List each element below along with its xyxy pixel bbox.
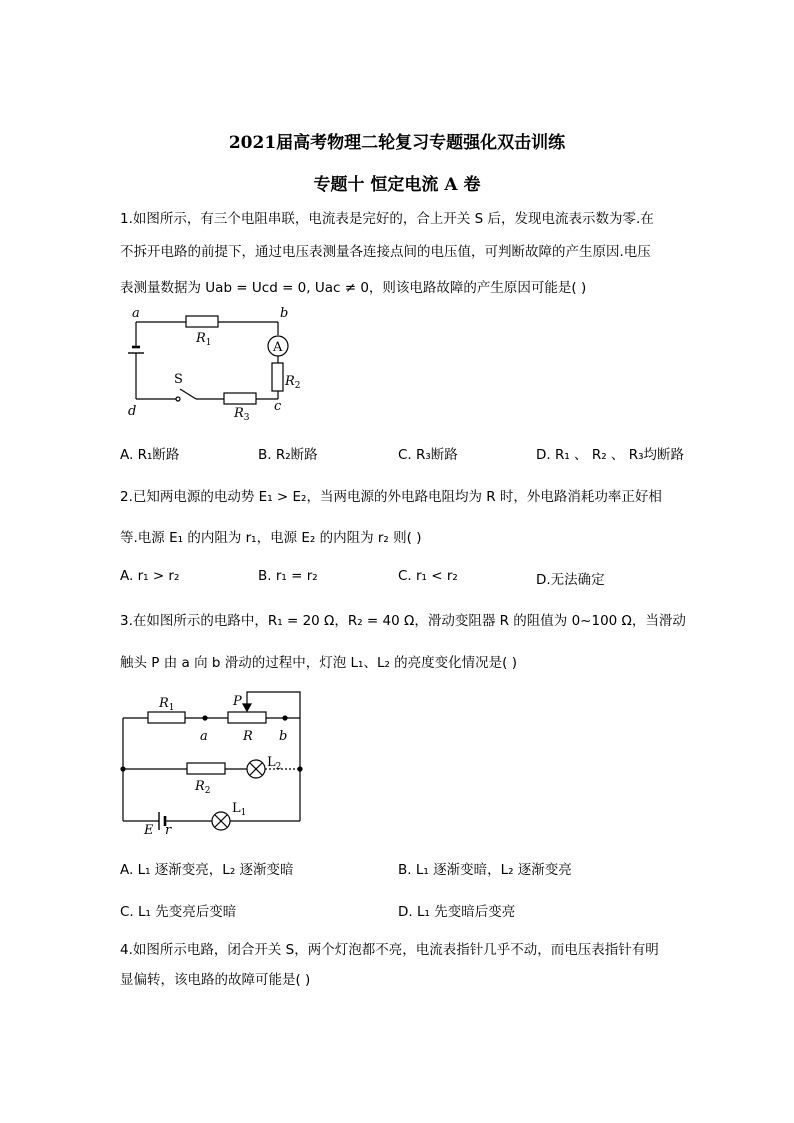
q3-option-a[interactable]: A. L₁ 逐渐变亮，L₂ 逐渐变暗	[120, 862, 294, 878]
q3-label-l2: $L_2$	[267, 755, 282, 772]
q1-label-ammeter: A	[273, 340, 283, 355]
q1-label-r3: $R_3$	[234, 406, 250, 423]
q1-label-c: c	[274, 399, 282, 414]
q3-label-e: E	[144, 823, 154, 838]
q3-rheostat	[228, 712, 266, 723]
doc-title: 2021届高考物理二轮复习专题强化双击训练	[228, 133, 566, 153]
q3-label-b: b	[279, 729, 288, 744]
q1-label-a: a	[132, 306, 140, 321]
q3-r1-resistor	[148, 712, 185, 723]
q1-option-d[interactable]: D. R₁ 、 R₂ 、 R₃均断路	[536, 447, 685, 463]
q3-label-r-internal: r	[165, 823, 172, 838]
q3-option-b[interactable]: B. L₁ 逐渐变暗，L₂ 逐渐变亮	[398, 862, 572, 878]
q1-switch	[180, 389, 196, 399]
q3-option-c[interactable]: C. L₁ 先变亮后变暗	[120, 904, 237, 920]
q1-option-a[interactable]: A. R₁断路	[120, 447, 180, 463]
q1-label-b: b	[280, 306, 289, 321]
q1-text-line1: 1.如图所示，有三个电阻串联，电流表是完好的，合上开关 S 后，发现电流表示数为零.在	[120, 211, 654, 227]
q2-option-b[interactable]: B. r₁ = r₂	[258, 568, 318, 584]
q2-option-d[interactable]: D.无法确定	[536, 572, 605, 588]
q1-text-line3: 表测量数据为 Uab = Ucd = 0, Uac ≠ 0，则该电路故障的产生原因可能是( )	[120, 280, 587, 296]
q3-option-d[interactable]: D. L₁ 先变暗后变亮	[398, 904, 516, 920]
q2-option-a[interactable]: A. r₁ > r₂	[120, 568, 180, 584]
q3-circuit-diagram	[115, 688, 310, 838]
q3-label-r1: $R_1$	[159, 696, 175, 713]
q1-option-b[interactable]: B. R₂断路	[258, 447, 318, 463]
q1-option-c[interactable]: C. R₃断路	[398, 447, 458, 463]
q3-r2-resistor	[187, 763, 225, 774]
q1-label-d: d	[128, 404, 137, 419]
q1-label-r2: $R_2$	[285, 374, 301, 391]
q1-r1-resistor	[186, 316, 218, 327]
q1-r2-resistor	[272, 363, 283, 391]
q1-text-line2: 不拆开电路的前提下，通过电压表测量各连接点间的电压值，可判断故障的产生原因.电压	[120, 244, 651, 260]
q4-text-line1: 4.如图所示电路，闭合开关 S，两个灯泡都不亮，电流表指针几乎不动，而电压表指针有明	[120, 942, 659, 958]
q2-text-line2: 等.电源 E₁ 的内阻为 r₁，电源 E₂ 的内阻为 r₂ 则( )	[120, 530, 422, 546]
q3-label-l1: $L_1$	[232, 801, 247, 818]
q1-label-s: S	[174, 372, 183, 387]
q1-r3-resistor	[224, 393, 256, 404]
q1-circuit-diagram	[118, 305, 308, 430]
q3-label-a: a	[200, 729, 208, 744]
q3-text-line1: 3.在如图所示的电路中，R₁ = 20 Ω，R₂ = 40 Ω，滑动变阻器 R 的阻值为 0~100 Ω，当滑动	[120, 613, 686, 629]
q4-text-line2: 显偏转，该电路的故障可能是( )	[120, 972, 311, 988]
q3-text-line2: 触头 P 由 a 向 b 滑动的过程中，灯泡 L₁、L₂ 的亮度变化情况是( )	[120, 655, 518, 671]
q1-label-r1: $R_1$	[196, 331, 212, 348]
q2-text-line1: 2.已知两电源的电动势 E₁ > E₂，当两电源的外电路电阻均为 R 时，外电路消耗功率正好相	[120, 489, 662, 505]
q3-label-p: P	[233, 694, 242, 709]
q2-option-c[interactable]: C. r₁ < r₂	[398, 568, 458, 584]
doc-subtitle: 专题十 恒定电流 A 卷	[313, 175, 481, 195]
q3-label-r2: $R_2$	[195, 779, 211, 796]
q3-label-r: R	[243, 729, 253, 744]
